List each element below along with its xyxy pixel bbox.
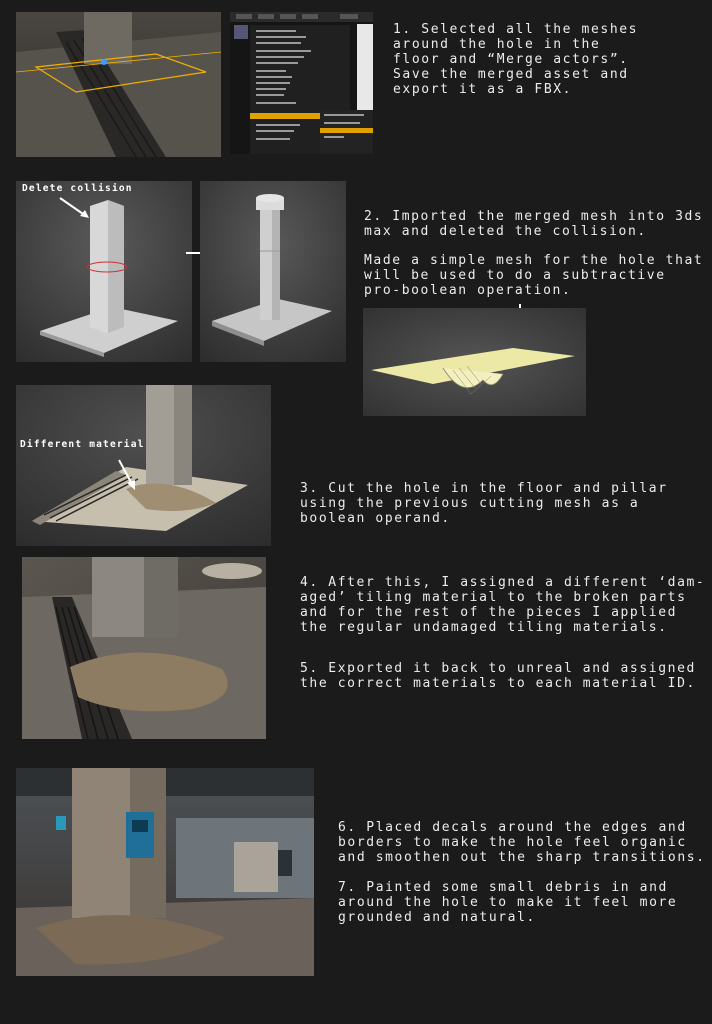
arrow-down-right-icon bbox=[116, 458, 138, 492]
step-7-text: 7. Painted some small debris in and around the hole to make it feel more grounded and natural. bbox=[338, 880, 678, 925]
step-3-text: 3. Cut the hole in the floor and pillar using the previous cutting mesh as a boolean operand. bbox=[300, 481, 668, 526]
screenshot-cutting-mesh bbox=[363, 308, 586, 416]
step-6-text: 6. Placed decals around the edges and borders to make the hole feel organic and smoothen out the sharp transitions. bbox=[338, 820, 706, 865]
screenshot-boolean-cut bbox=[16, 385, 271, 546]
delete-collision-label: Delete collision bbox=[22, 183, 133, 194]
arrow-down-right-icon bbox=[58, 196, 92, 220]
render-final-scene bbox=[16, 768, 314, 976]
step-4-text: 4. After this, I assigned a different ‘dam- aged’ tiling material to the broken parts and for the rest of the pieces I applied the regular undamaged tiling materials. bbox=[300, 575, 706, 635]
screenshot-pillar-no-collision bbox=[200, 181, 346, 362]
different-material-label: Different material bbox=[20, 439, 145, 450]
step-1-text: 1. Selected all the meshes around the hole in the floor and “Merge actors”. Save the merged asset and export it as a FBX. bbox=[393, 22, 639, 97]
step-5-text: 5. Exported it back to unreal and assigned the correct materials to each material ID. bbox=[300, 661, 696, 691]
screenshot-merge-actors-context-menu bbox=[230, 12, 373, 154]
render-damaged-floor bbox=[22, 557, 266, 739]
step-2-text: 2. Imported the merged mesh into 3ds max and deleted the collision. bbox=[364, 209, 704, 239]
screenshot-pillar-with-collision bbox=[16, 181, 192, 362]
screenshot-merged-selection-viewport bbox=[16, 12, 221, 157]
step-2b-text: Made a simple mesh for the hole that will be used to do a subtractive pro-boolean operation. bbox=[364, 253, 704, 298]
